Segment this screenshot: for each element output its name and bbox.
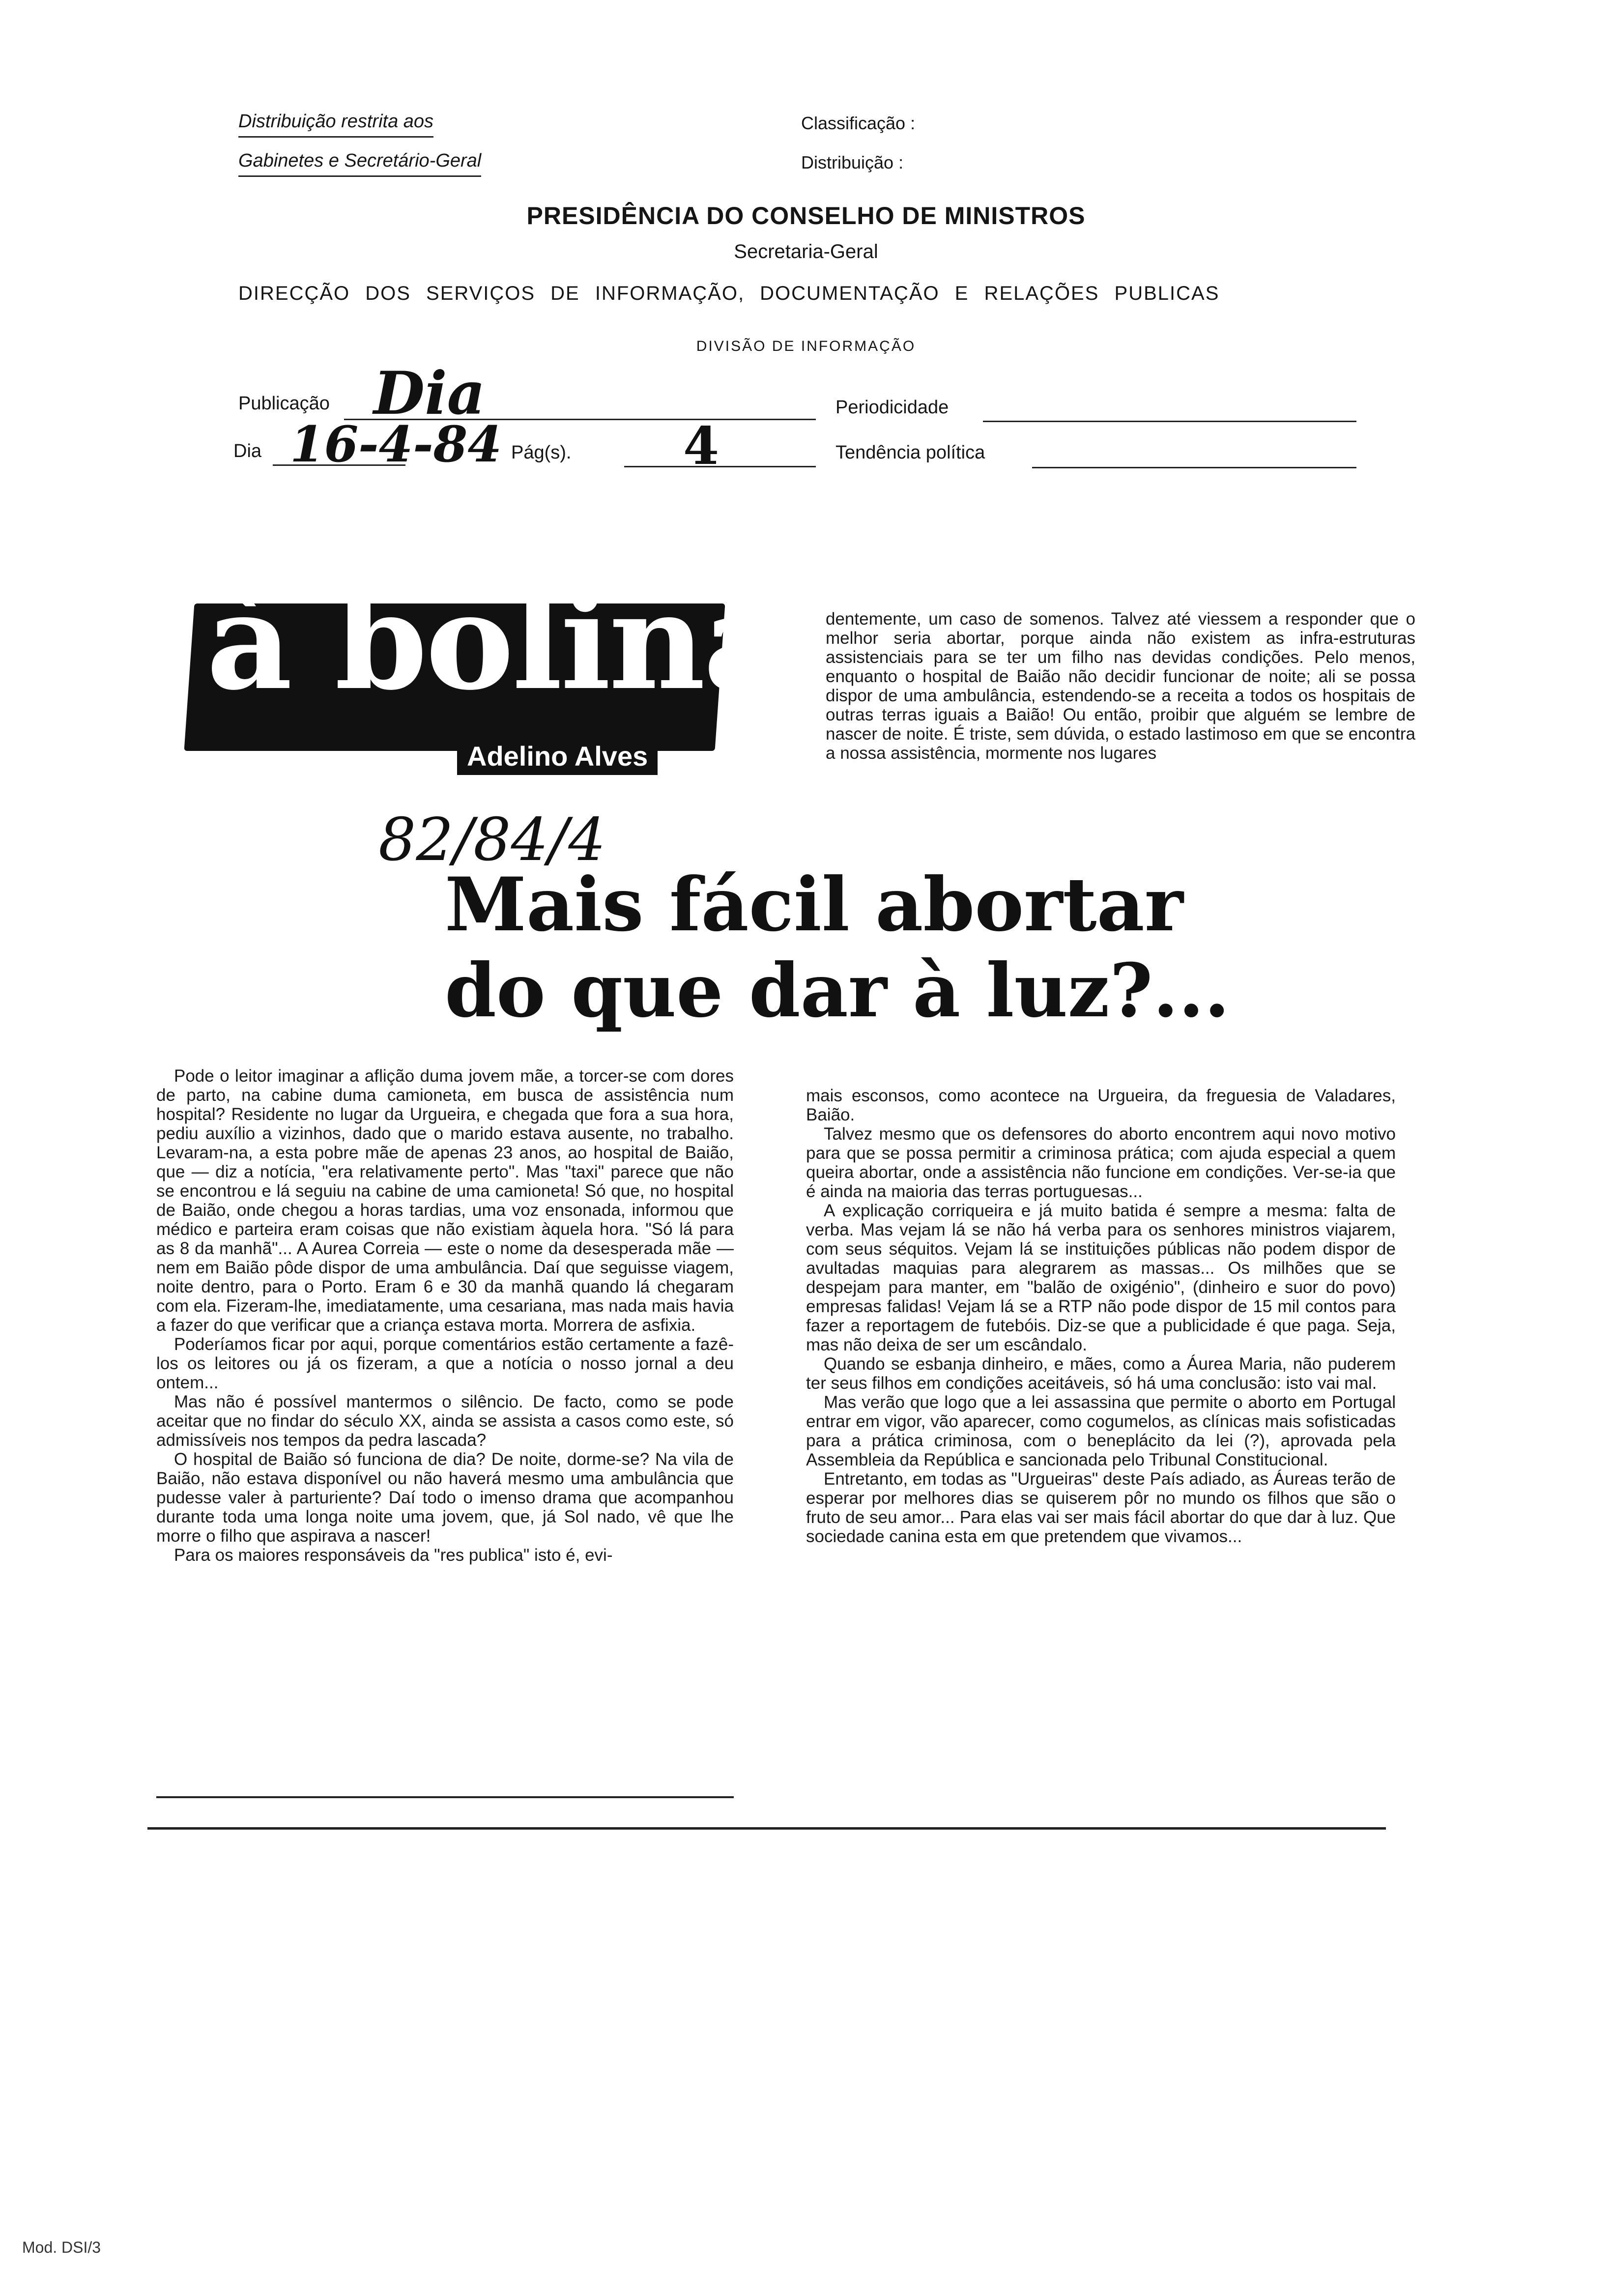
- right-paragraph-5: Mas verão que logo que a lei assassina que permite o aborto em Portugal entrar em vigor, vão aparecer, como cogumelos, as clínicas mais sofisticadas para a prática criminosa, com o beneplácito da lei (?), aprovada pela Assembleia da República e sancionada pelo Tribunal Constitucional.: [806, 1393, 1396, 1469]
- distribuicao-label: Distribuição :: [801, 152, 904, 172]
- left-paragraph-5: Para os maiores responsáveis da "res publica" isto é, evi-: [174, 1546, 613, 1565]
- pags-value: 4: [683, 415, 720, 476]
- pags-line: [624, 466, 816, 467]
- right-paragraph-4: Quando se esbanja dinheiro, e mães, como a Áurea Maria, não puderem ter seus filhos em condições aceitáveis, só há uma conclusão: isto vai mal.: [806, 1354, 1396, 1393]
- classificacao-label: Classificação :: [801, 113, 916, 133]
- restricted-line-1: Distribuição restrita aos: [238, 111, 433, 138]
- secretaria-subtitle: Secretaria-Geral: [734, 241, 878, 262]
- left-paragraph-3: Mas não é possível mantermos o silêncio. De facto, como se pode aceitar que no findar do século XX, ainda se assista a casos como este, só admissíveis nos tempos da pedra lascada?: [156, 1392, 734, 1450]
- left-paragraph-1: Pode o leitor imaginar a aflição duma jovem mãe, a torcer-se com dores de parto, na cabine duma camioneta, em busca de assistência num hospital? Residente no lugar da Urgueira, e chegada que fora a sua hora, pediu auxílio a vizinhos, dado que o marido estava ausente, no trabalho. Levaram-na, a esta pobre mãe de apenas 23 anos, ao hospital de Baião, que — diz a notícia, "era relativamente perto". Mas "taxi" parece que não se encontrou e lá seguiu na cabine de uma camioneta! Só que, no hospital de Baião, onde chegou a horas tardias, uma voz ensonada, informou que médico e parteira eram coisas que não existiam àquela hora. "Só lá para as 8 da manhã"... A Aurea Correia — este o nome da desesperada mãe — nem em Baião pôde dispor de uma ambulância. Daí que seguisse viagem, noite dentro, para o Porto. Eram 6 e 30 da manhã quando lá chegaram com ela. Fizeram-lhe, imediatamente, uma cesariana, mas nada mais havia a fazer do que verificar que a criança estava morta. Morrera de asfixia.: [156, 1066, 734, 1335]
- column-name: à bolina: [206, 563, 788, 719]
- form-code: Mod. DSI/3: [22, 2239, 101, 2256]
- presidencia-title: PRESIDÊNCIA DO CONSELHO DE MINISTROS: [526, 202, 1086, 230]
- top-right-paragraph: dentemente, um caso de somenos. Talvez até viessem a responder que o melhor seria abortar, porque ainda não existem as infra-estruturas assistenciais para se ter um filho nas devidas condições. Pelo menos, enquanto o hospital de Baião não decidir funcionar de noite; ali se possa dispor de uma ambulância, estendendo-se a receita a todos os hospitais de outras terras iguais a Baião! Ou então, proibir que alguém se lembre de nascer de noite. É triste, sem dúvida, o estado lastimoso em que se encontra a nossa assistência, mormente nos lugares: [826, 609, 1415, 763]
- right-paragraph-1: mais esconsos, como acontece na Urgueira, da freguesia de Valadares, Baião.: [806, 1086, 1396, 1124]
- bottom-rule: [147, 1827, 1386, 1830]
- tendencia-line: [1032, 467, 1356, 468]
- handwritten-reference: 82/84/4: [378, 806, 606, 874]
- dia-value: 16-4-84: [290, 415, 502, 473]
- headline-line-2: do que dar à luz?...: [445, 947, 1230, 1034]
- restricted-line-2: Gabinetes e Secretário-Geral: [238, 150, 481, 177]
- right-column: [806, 1086, 1396, 1546]
- dia-label: Dia: [233, 441, 262, 461]
- right-paragraph-2: Talvez mesmo que os defensores do aborto encontrem aqui novo motivo para que se possa permitir a criminosa prática; com ajuda especial a quem queira abortar, onde a assistência não funcione em condições. Ver-se-ia que é ainda na maioria das terras portuguesas...: [806, 1124, 1396, 1201]
- direccao-line: DIRECÇÃO DOS SERVIÇOS DE INFORMAÇÃO, DOCUMENTAÇÃO E RELAÇÕES PUBLICAS: [238, 283, 1220, 304]
- right-paragraph-6: Entretanto, em todas as "Urgueiras" deste País adiado, as Áureas terão de esperar por melhores dias se quiserem pôr no mundo os filhos que são o fruto de seu amor... Para elas vai ser mais fácil abortar do que dar à luz. Que sociedade canina esta em que pretendem que vivamos...: [806, 1469, 1396, 1546]
- pags-label: Pág(s).: [511, 442, 572, 463]
- author-name: Adelino Alves: [457, 737, 658, 775]
- left-column-rule: [156, 1796, 734, 1798]
- periodicidade-line: [983, 421, 1356, 422]
- periodicidade-label: Periodicidade: [835, 397, 949, 418]
- publicacao-label: Publicação: [238, 393, 330, 414]
- publicacao-value: Dia: [374, 359, 486, 428]
- left-column: [156, 1066, 734, 1565]
- left-paragraph-4: O hospital de Baião só funciona de dia? De noite, dorme-se? Na vila de Baião, não estava disponível ou não haverá mesmo uma ambulância que pudesse valer à parturiente? Daí todo o imenso drama que acompanhou durante toda uma longa noite uma jovem, que, já Sol nado, vê que lhe morre o filho que aspirava a nascer!: [156, 1450, 734, 1546]
- tendencia-label: Tendência política: [835, 442, 985, 463]
- divisao-line: DIVISÃO DE INFORMAÇÃO: [696, 338, 916, 354]
- headline-line-1: Mais fácil abortar: [445, 861, 1183, 948]
- left-paragraph-2: Poderíamos ficar por aqui, porque comentários estão certamente a fazê-los os leitores ou já os fizeram, a que a notícia o nosso jornal a deu ontem...: [156, 1335, 734, 1392]
- right-paragraph-3: A explicação corriqueira e já muito batida é sempre a mesma: falta de verba. Mas vejam lá se não há verba para os senhores ministros viajarem, com seus séquitos. Vejam lá se instituições públicas não podem dispor de avultadas maquias para alegrarem as massas... Os milhões que se despejam para manter, em "balão de oxigénio", (dinheiro e suor do povo) empresas falidas! Vejam lá se a RTP não pode dispor de 15 mil contos para fazer a reportagem de futebóis. Diz-se que a publicidade é que paga. Seja, mas não deixa de ser um escândalo.: [806, 1201, 1396, 1354]
